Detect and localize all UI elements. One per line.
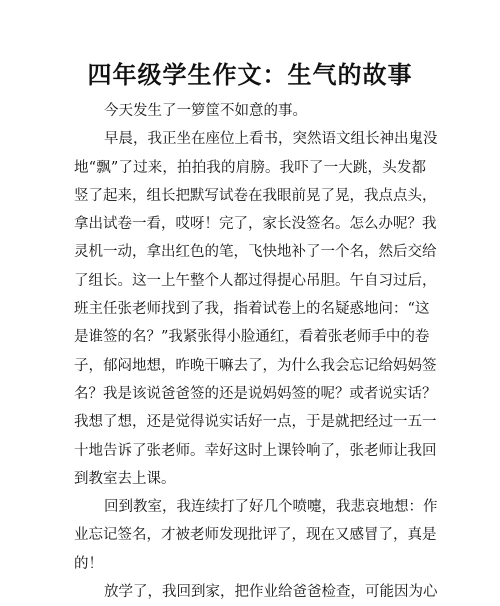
text-line: 名？我是该说爸爸签的还是说妈妈签的呢？或者说实话？ xyxy=(74,385,437,402)
paragraph xyxy=(74,493,438,578)
paragraph xyxy=(74,578,438,606)
text-line: 子，郁闷地想，昨晚干嘛去了，为什么我会忘记给妈妈签 xyxy=(74,357,437,374)
text-line: 的！ xyxy=(74,555,103,572)
text-line: 地“飘”了过来，拍拍我的肩膀。我吓了一大跳，头发都 xyxy=(74,159,426,176)
paragraph xyxy=(74,125,438,493)
text-line: 拿出试卷一看，哎呀！完了，家长没签名。怎么办呢？我 xyxy=(74,216,437,233)
text-line: 班主任张老师找到了我，指着试卷上的名疑惑地问：“这 xyxy=(74,301,430,318)
page-title: 四年级学生作文：生气的故事 xyxy=(87,60,413,89)
text-line: 早晨，我正坐在座位上看书，突然语文组长神出鬼没 xyxy=(104,131,438,148)
text-line: 竖了起来，组长把默写试卷在我眼前晃了晃，我点点头， xyxy=(74,187,437,204)
text-line: 灵机一动，拿出红色的笔，飞快地补了一个名，然后交给 xyxy=(74,244,437,261)
text-line: 是谁签的名？”我紧张得小脸通红，看着张老师手中的卷 xyxy=(74,329,430,346)
text-line: 到教室去上课。 xyxy=(74,470,176,487)
text-line: 回到教室，我连续打了好几个喷嚏，我悲哀地想：作 xyxy=(104,499,438,516)
text-line: 十地告诉了张老师。幸好这时上课铃响了，张老师让我回 xyxy=(74,442,437,459)
paragraph xyxy=(74,97,426,125)
text-line: 了组长。这一上午整个人都过得提心吊胆。午自习过后， xyxy=(74,272,437,289)
text-line: 放学了，我回到家，把作业给爸爸检查，可能因为心 xyxy=(104,584,438,601)
text-line: 今天发生了一箩筐不如意的事。 xyxy=(104,103,307,119)
article-body xyxy=(74,97,438,606)
text-line: 业忘记签名，才被老师发现批评了，现在又感冒了，真是 xyxy=(74,527,437,544)
text-line: 我想了想，还是觉得说实话好一点，于是就把经过一五一 xyxy=(74,414,437,431)
